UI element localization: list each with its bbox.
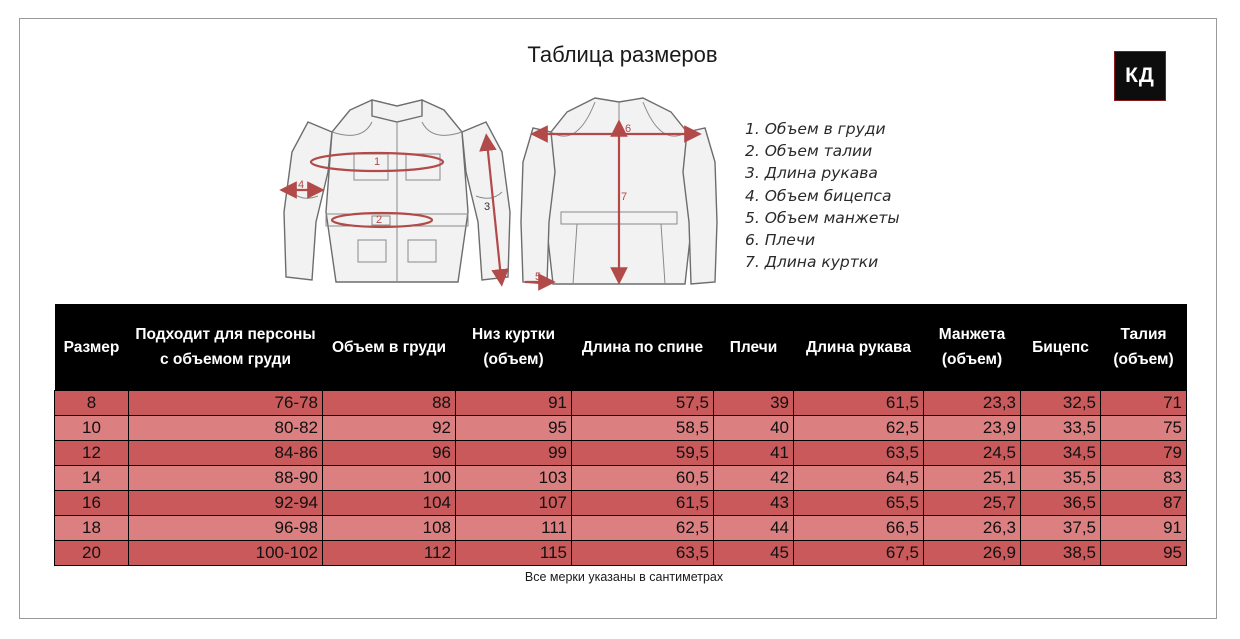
table-row: [55, 541, 1187, 566]
legend-item: 2. Объем талии: [745, 142, 873, 161]
jacket-front-diagram: [272, 92, 522, 292]
measurement-legend: [745, 118, 900, 273]
header-chest-fit: Подходит для персоны с объемом груди: [129, 304, 323, 391]
table-cell: 20: [55, 541, 129, 566]
table-cell: 61,5: [572, 491, 714, 516]
table-cell: 59,5: [572, 441, 714, 466]
header-back-length: Длина по спине: [572, 304, 714, 391]
table-cell: 39: [714, 391, 794, 416]
table-cell: 96: [323, 441, 456, 466]
table-header-row: [55, 304, 1187, 391]
table-cell: 66,5: [794, 516, 924, 541]
table-cell: 92-94: [129, 491, 323, 516]
table-cell: 43: [714, 491, 794, 516]
legend-item: 5. Объем манжеты: [745, 208, 900, 227]
table-cell: 26,3: [924, 516, 1021, 541]
legend-item: 6. Плечи: [745, 231, 816, 250]
table-cell: 57,5: [572, 391, 714, 416]
measure-mark-5: 5: [535, 271, 542, 283]
table-cell: 23,9: [924, 416, 1021, 441]
table-cell: 63,5: [572, 541, 714, 566]
table-cell: 18: [55, 516, 129, 541]
measure-mark-3: 3: [484, 201, 491, 213]
footnote: Все мерки указаны в сантиметрах: [524, 570, 724, 584]
header-sleeve: Длина рукава: [794, 304, 924, 391]
table-cell: 12: [55, 441, 129, 466]
table-cell: 75: [1101, 416, 1187, 441]
table-cell: 87: [1101, 491, 1187, 516]
page-title: Таблица размеров: [527, 42, 718, 67]
table-cell: 67,5: [794, 541, 924, 566]
legend-item: 7. Длина куртки: [745, 253, 879, 272]
table-cell: 88: [323, 391, 456, 416]
table-cell: 111: [456, 516, 572, 541]
table-cell: 60,5: [572, 466, 714, 491]
table-row: [55, 466, 1187, 491]
header-chest: Объем в груди: [323, 304, 456, 391]
table-row: [55, 516, 1187, 541]
table-cell: 92: [323, 416, 456, 441]
table-cell: 8: [55, 391, 129, 416]
table-cell: 100-102: [129, 541, 323, 566]
table-cell: 25,7: [924, 491, 1021, 516]
legend-item: 1. Объем в груди: [745, 120, 886, 138]
legend-item: 4. Объем бицепса: [745, 186, 892, 205]
header-cuff: Манжета (объем): [924, 304, 1021, 391]
measure-mark-1: 1: [374, 156, 381, 168]
table-cell: 76-78: [129, 391, 323, 416]
table-cell: 34,5: [1021, 441, 1101, 466]
jacket-back-diagram: [517, 92, 727, 292]
table-cell: 61,5: [794, 391, 924, 416]
table-cell: 112: [323, 541, 456, 566]
size-table: [54, 304, 1187, 566]
size-table-body: [55, 391, 1187, 566]
brand-logo: КД: [1114, 51, 1166, 101]
table-cell: 65,5: [794, 491, 924, 516]
table-cell: 88-90: [129, 466, 323, 491]
table-cell: 44: [714, 516, 794, 541]
table-cell: 10: [55, 416, 129, 441]
measure-mark-4: 4: [298, 179, 305, 191]
table-cell: 80-82: [129, 416, 323, 441]
table-cell: 62,5: [794, 416, 924, 441]
header-bicep: Бицепс: [1021, 304, 1101, 391]
table-cell: 45: [714, 541, 794, 566]
table-cell: 83: [1101, 466, 1187, 491]
table-cell: 108: [323, 516, 456, 541]
header-shoulders: Плечи: [714, 304, 794, 391]
table-cell: 25,1: [924, 466, 1021, 491]
table-cell: 103: [456, 466, 572, 491]
table-cell: 99: [456, 441, 572, 466]
table-cell: 84-86: [129, 441, 323, 466]
table-cell: 58,5: [572, 416, 714, 441]
header-hem: Низ куртки (объем): [456, 304, 572, 391]
table-cell: 104: [323, 491, 456, 516]
legend-item: 3. Длина рукава: [745, 164, 878, 183]
table-cell: 33,5: [1021, 416, 1101, 441]
table-cell: 91: [456, 391, 572, 416]
table-row: [55, 391, 1187, 416]
table-cell: 35,5: [1021, 466, 1101, 491]
header-waist: Талия (объем): [1101, 304, 1187, 391]
header-size: Размер: [55, 304, 129, 391]
table-cell: 115: [456, 541, 572, 566]
table-cell: 91: [1101, 516, 1187, 541]
table-cell: 100: [323, 466, 456, 491]
table-cell: 64,5: [794, 466, 924, 491]
table-row: [55, 441, 1187, 466]
table-cell: 36,5: [1021, 491, 1101, 516]
table-cell: 95: [456, 416, 572, 441]
table-cell: 63,5: [794, 441, 924, 466]
table-cell: 24,5: [924, 441, 1021, 466]
table-cell: 79: [1101, 441, 1187, 466]
table-cell: 62,5: [572, 516, 714, 541]
table-cell: 16: [55, 491, 129, 516]
table-cell: 26,9: [924, 541, 1021, 566]
table-cell: 40: [714, 416, 794, 441]
table-cell: 95: [1101, 541, 1187, 566]
table-cell: 42: [714, 466, 794, 491]
table-cell: 107: [456, 491, 572, 516]
table-cell: 23,3: [924, 391, 1021, 416]
measure-mark-7: 7: [621, 191, 628, 203]
measure-mark-2: 2: [376, 214, 383, 226]
table-cell: 41: [714, 441, 794, 466]
table-cell: 96-98: [129, 516, 323, 541]
table-row: [55, 491, 1187, 516]
table-cell: 32,5: [1021, 391, 1101, 416]
measure-mark-6: 6: [625, 123, 632, 135]
table-cell: 14: [55, 466, 129, 491]
table-cell: 38,5: [1021, 541, 1101, 566]
table-row: [55, 416, 1187, 441]
table-cell: 37,5: [1021, 516, 1101, 541]
table-cell: 71: [1101, 391, 1187, 416]
